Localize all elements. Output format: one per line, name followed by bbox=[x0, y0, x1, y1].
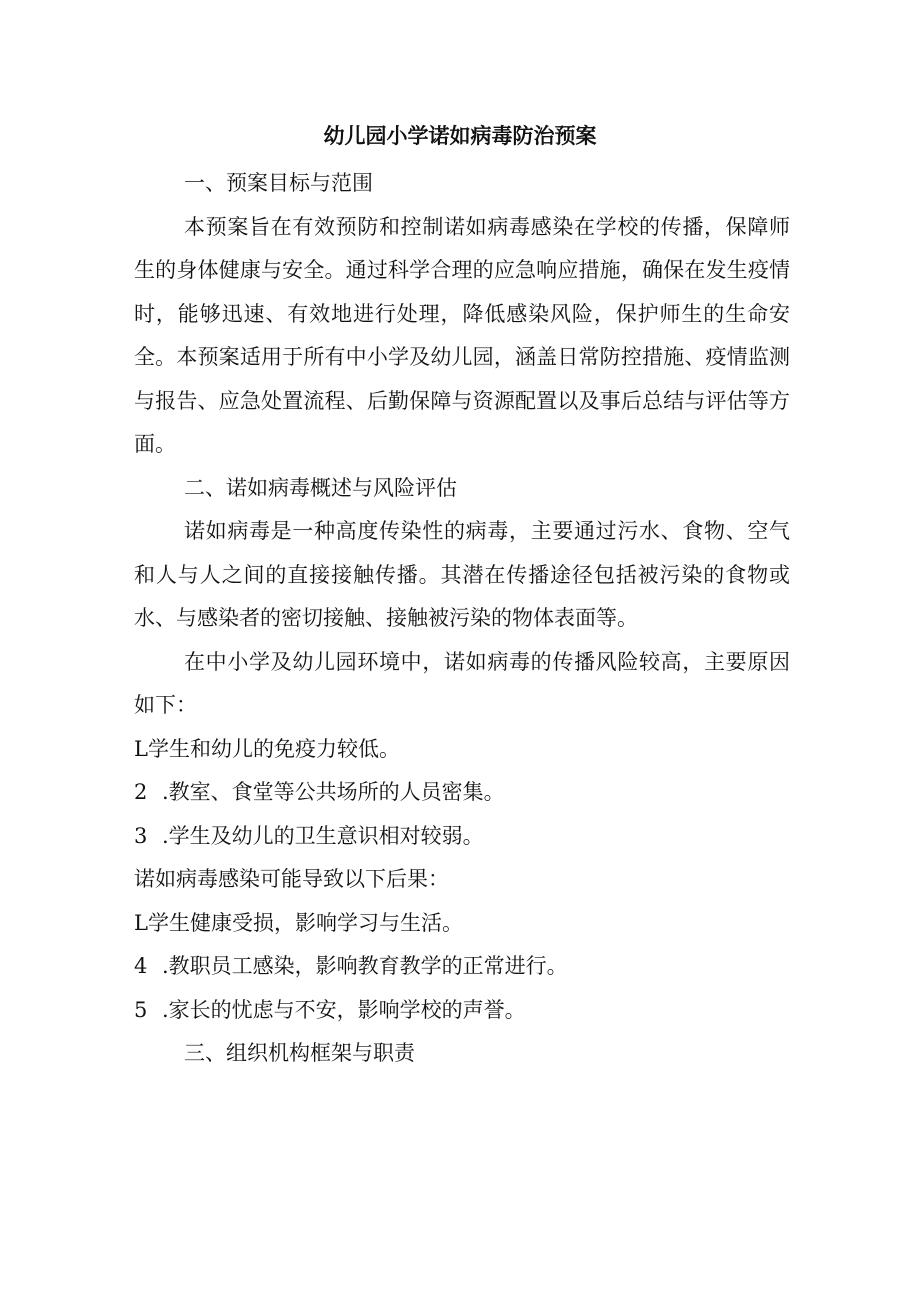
list-item-text: .学生及幼儿的卫生意识相对较弱。 bbox=[162, 823, 484, 848]
list-item-number: 4 bbox=[134, 954, 148, 978]
list-item bbox=[134, 771, 790, 815]
section-paragraph-2b: 在中小学及幼儿园环境中，诺如病毒的传播风险较高，主要原因如下： bbox=[134, 649, 790, 717]
section-heading-1: 一、预案目标与范围 bbox=[184, 171, 373, 195]
list-item bbox=[134, 902, 790, 946]
list-item bbox=[134, 945, 790, 989]
document-title: 幼儿园小学诺如病毒防治预案 bbox=[323, 124, 597, 148]
list-item bbox=[134, 728, 790, 772]
list-item-text: .教职员工感染，影响教育教学的正常进行。 bbox=[162, 954, 568, 978]
list-item-number: 3 bbox=[134, 823, 148, 848]
section-heading-3: 三、组织机构框架与职责 bbox=[184, 1041, 415, 1065]
consequence-intro: 诺如病毒感染可能导致以下后果： bbox=[134, 867, 449, 891]
list-item-text: .教室、食堂等公共场所的人员密集。 bbox=[162, 780, 505, 804]
list-item-number: 5 bbox=[134, 997, 148, 1022]
section-paragraph-1: 本预案旨在有效预防和控制诺如病毒感染在学校的传播，保障师生的身体健康与安全。通过科学合理的应急响应措施，确保在发生疫情时，能够迅速、有效地进行处理，降低感染风险，保护师生的生命安全。本预案适用于所有中小学及幼儿园，涵盖日常防控措施、疫情监测与报告、应急处置流程、后勤保障与资源配置以及事后总结与评估等方面。 bbox=[134, 214, 790, 456]
document-body bbox=[134, 162, 790, 1076]
list-item bbox=[134, 815, 790, 859]
list-item-text: L学生和幼儿的免疫力较低。 bbox=[134, 736, 400, 761]
section-heading-2: 二、诺如病毒概述与风险评估 bbox=[184, 475, 457, 500]
list-item bbox=[134, 989, 790, 1033]
list-item-text: .家长的忧虑与不安，影响学校的声誉。 bbox=[162, 997, 526, 1022]
section-paragraph-2a: 诺如病毒是一种高度传染性的病毒，主要通过污水、食物、空气和人与人之间的直接接触传播。其潜在传播途径包括被污染的食物或水、与感染者的密切接触、接触被污染的物体表面等。 bbox=[134, 519, 790, 630]
list-item-text: L学生健康受损，影响学习与生活。 bbox=[134, 910, 463, 935]
list-item-number: 2 bbox=[134, 780, 148, 804]
